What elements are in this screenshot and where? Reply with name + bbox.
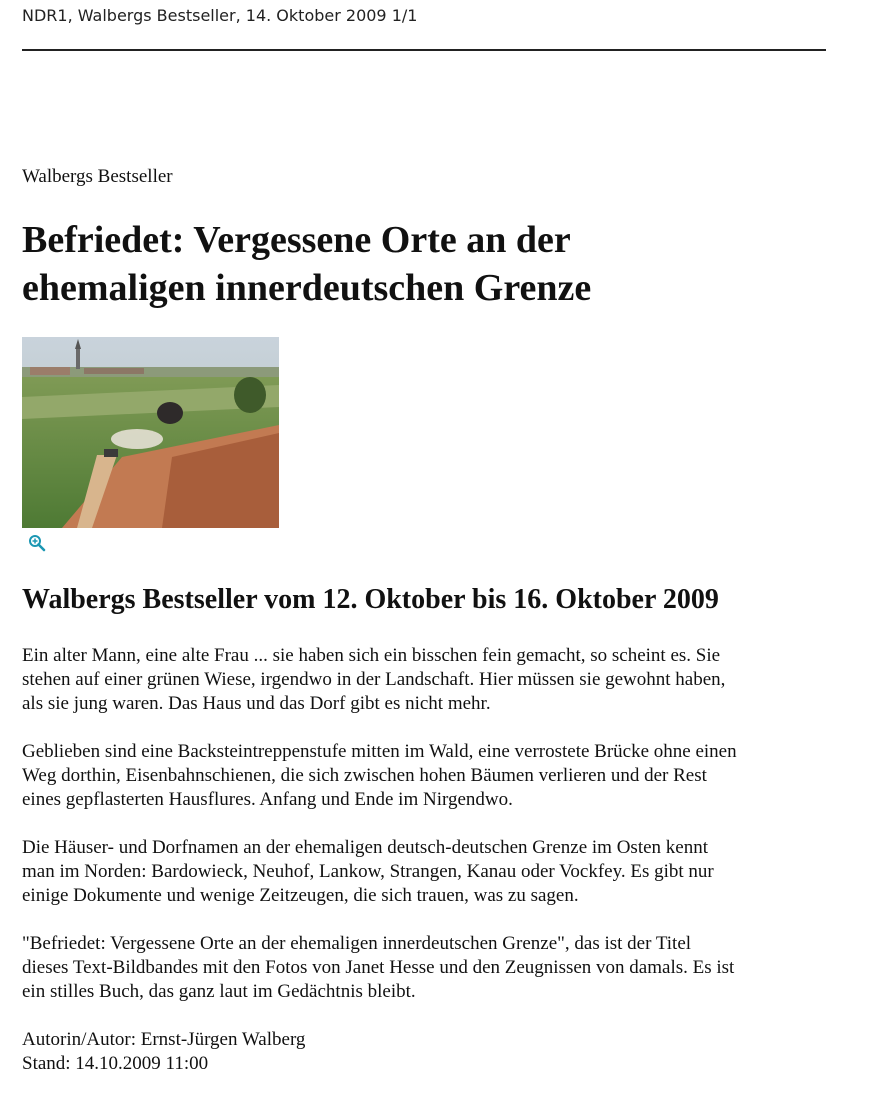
section-label: Walbergs Bestseller: [22, 166, 173, 187]
article-body: [22, 644, 832, 1076]
article-meta: [22, 1028, 832, 1076]
article-title: [22, 216, 591, 312]
paragraph: [22, 740, 832, 812]
header-rule: [22, 49, 826, 51]
stand-line: Stand: 14.10.2009 11:00: [22, 1053, 209, 1074]
author-line: Autorin/Autor: Ernst-Jürgen Walberg: [22, 1029, 306, 1050]
title-line: ehemaligen innerdeutschen Grenze: [22, 267, 592, 309]
paragraph-line: Weg dorthin, Eisenbahnschienen, die sich zwischen hohen Bäumen verlieren und der Rest: [22, 765, 707, 786]
paragraph-line: Ein alter Mann, eine alte Frau ... sie haben sich ein bisschen fein gemacht, so scheint es. Sie: [22, 645, 721, 666]
paragraph-line: man im Norden: Bardowieck, Neuhof, Lankow, Strangen, Kanau oder Vockfey. Es gibt nur: [22, 861, 714, 882]
paragraph-line: einige Dokumente und wenige Zeitzeugen, die sich trauen, was zu sagen.: [22, 885, 579, 906]
paragraph-line: eines gepflasterten Hausflures. Anfang und Ende im Nirgendwo.: [22, 789, 513, 810]
paragraph-line: Geblieben sind eine Backsteintreppenstufe mitten im Wald, eine verrostete Brücke ohne einen: [22, 741, 737, 762]
paragraph-line: ein stilles Buch, das ganz laut im Gedächtnis bleibt.: [22, 981, 416, 1002]
zoom-magnifier-icon[interactable]: [28, 534, 46, 552]
article-subtitle: Walbergs Bestseller vom 12. Oktober bis 16. Oktober 2009: [22, 584, 719, 615]
paragraph: [22, 644, 832, 716]
paragraph-line: Die Häuser- und Dorfnamen an der ehemaligen deutsch-deutschen Grenze im Osten kennt: [22, 837, 709, 858]
running-header: NDR1, Walbergs Bestseller, 14. Oktober 2009 1/1: [22, 6, 418, 25]
paragraph-line: "Befriedet: Vergessene Orte an der ehemaligen innerdeutschen Grenze", das ist der Titel: [22, 933, 692, 954]
article-photo[interactable]: [22, 337, 279, 528]
paragraph-line: als sie jung waren. Das Haus und das Dorf gibt es nicht mehr.: [22, 693, 491, 714]
paragraph: [22, 932, 832, 1004]
title-line: Befriedet: Vergessene Orte an der: [22, 219, 571, 261]
paragraph: [22, 836, 832, 908]
paragraph-line: dieses Text-Bildbandes mit den Fotos von Janet Hesse und den Zeugnissen von damals. Es ist: [22, 957, 735, 978]
paragraph-line: stehen auf einer grünen Wiese, irgendwo in der Landschaft. Hier müssen sie gewohnt haben,: [22, 669, 726, 690]
